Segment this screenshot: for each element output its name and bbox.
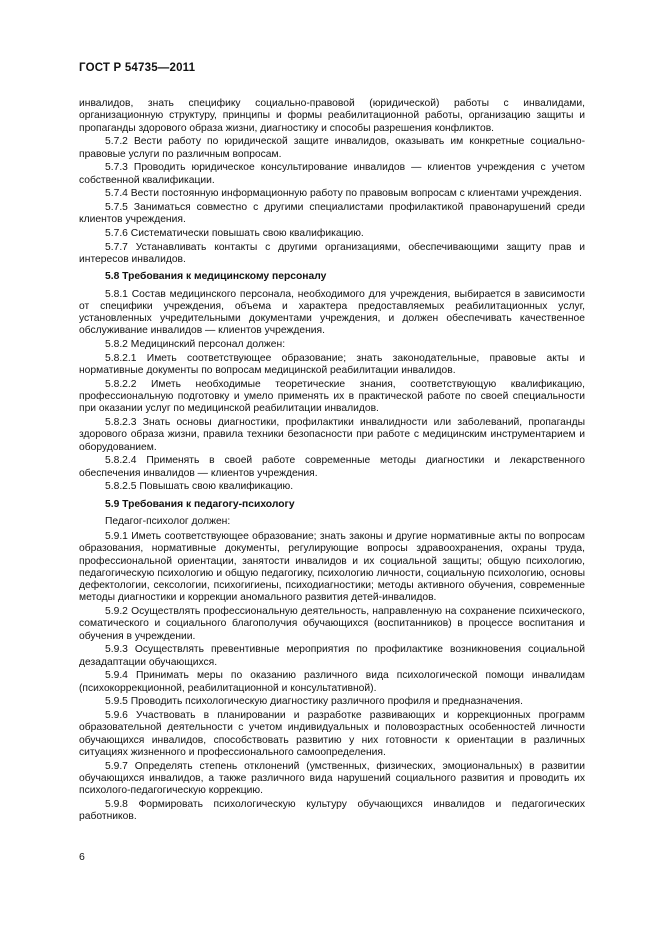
paragraph: 5.9.8 Формировать психологическую культуру обучающихся инвалидов и педагогических работников. xyxy=(79,798,585,822)
section-heading: 5.8 Требования к медицинскому персоналу xyxy=(105,271,327,283)
paragraph: 5.9.6 Участвовать в планировании и разработке развивающих и коррекционных программ образовательной деятельности с учетом индивидуальных и половозрастных особенностей личности обучающихся инвалидов, способствовать развитию у них готовности к ориентации в различных ситуациях жизненного и профессионального самоопределения. xyxy=(79,710,585,758)
paragraph: 5.7.5 Заниматься совместно с другими специалистами профилактикой правонарушений среди клиентов учреждения. xyxy=(79,202,585,226)
paragraph: 5.9.4 Принимать меры по оказанию различного вида психологической помощи инвалидам (психокоррекционной, реабилитационной и консультативной). xyxy=(79,670,585,694)
section-heading: 5.9 Требования к педагогу-психологу xyxy=(105,498,295,510)
paragraph: инвалидов, знать специфику социально-правовой (юридической) работы с инвалидами, организационную структуру, принципы и формы реабилитационной работы, организацию защиты и пропаганды здорового образа жизни, диагностику и способы разрешения конфликтов. xyxy=(79,98,585,134)
paragraph: 5.7.7 Устанавливать контакты с другими организациями, обеспечивающими защиту прав и интересов инвалидов. xyxy=(79,241,585,265)
paragraph: 5.7.4 Вести постоянную информационную работу по правовым вопросам с клиентами учреждения. xyxy=(105,188,582,200)
paragraph: 5.9.5 Проводить психологическую диагностику различного профиля и предназначения. xyxy=(105,696,523,708)
paragraph: 5.8.1 Состав медицинского персонала, необходимого для учреждения, выбирается в зависимости от специфики учреждения, объема и характера предоставляемых реабилитационных услуг, установленных учредительными документами учреждения, и должен обеспечивать качественное обслуживание инвалидов — клиентов учреждения. xyxy=(79,288,585,337)
paragraph: 5.9.7 Определять степень отклонений (умственных, физических, эмоциональных) в развитии обучающихся инвалидов, а также различного вида нарушений социального развития и проводить их психолого-педагогическую коррекцию. xyxy=(79,760,585,796)
document-header: ГОСТ Р 54735—2011 xyxy=(79,62,196,74)
page-number: 6 xyxy=(79,851,85,863)
paragraph: 5.7.2 Вести работу по юридической защите инвалидов, оказывать им конкретные социально-правовые услуги по различным вопросам. xyxy=(79,136,585,160)
paragraph: 5.9.2 Осуществлять профессиональную деятельность, направленную на сохранение психического, соматического и социального благополучия обучающихся (воспитанников) в процессе воспитания и обучения в учреждении. xyxy=(79,606,585,642)
paragraph: 5.7.6 Систематически повышать свою квалификацию. xyxy=(105,228,364,239)
paragraph: 5.7.3 Проводить юридическое консультирование инвалидов — клиентов учреждения с учетом собственной квалификации. xyxy=(79,162,585,186)
paragraph: 5.8.2.4 Применять в своей работе современные методы диагностики и лекарственного обеспечения инвалидов — клиентов учреждения. xyxy=(79,455,585,479)
paragraph: 5.8.2.3 Знать основы диагностики, профилактики инвалидности или заболеваний, пропаганды здорового образа жизни, правила техники безопасности при работе с медицинским инструментарием и оборудованием. xyxy=(79,417,585,453)
paragraph: 5.8.2 Медицинский персонал должен: xyxy=(105,339,286,350)
page-body xyxy=(79,98,585,825)
paragraph: 5.8.2.2 Иметь необходимые теоретические знания, соответствующую квалификацию, профессиональную подготовку и умело применять их в практической работе по своей специальности при оказании услуг по медицинской реабилитации инвалидов. xyxy=(79,378,585,415)
paragraph: 5.8.2.5 Повышать свою квалификацию. xyxy=(105,481,294,493)
paragraph: 5.9.3 Осуществлять превентивные мероприятия по профилактике возникновения социальной дезадаптации обучающихся. xyxy=(79,644,585,668)
paragraph: Педагог-психолог должен: xyxy=(105,515,231,527)
paragraph: 5.9.1 Иметь соответствующее образование; знать законы и другие нормативные акты по вопросам образования, нормативные документы, регулирующие вопросы здравоохранения, охраны труда, профессиональной ориентации, занятости инвалидов и их социальной защиты; общую психологию, педагогическую психологию и общую педагогику, психологию личности, социальную психологию, основы дефектологии, сексологии, психогигиены, психодиагностики; методы активного обучения, современные методы диагностики и коррекции аномального развития детей-инвалидов. xyxy=(79,531,585,604)
paragraph: 5.8.2.1 Иметь соответствующее образование; знать законодательные, правовые акты и нормативные документы по вопросам медицинской реабилитации инвалидов. xyxy=(79,352,585,376)
